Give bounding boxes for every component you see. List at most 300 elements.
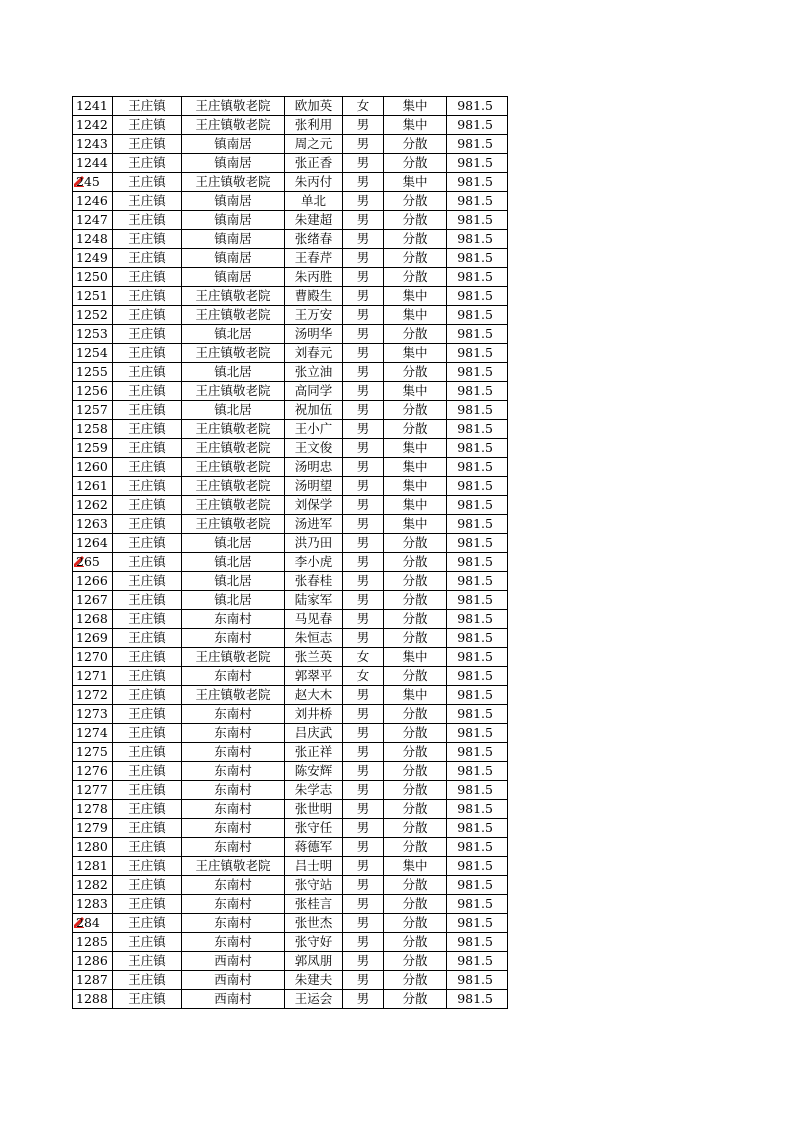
row-id: 1273 [76,706,108,721]
cell-mode: 分散 [384,971,447,990]
table-row [73,363,508,382]
table-row [73,344,508,363]
cell-place: 镇北居 [182,401,285,420]
cell-name: 朱建夫 [285,971,343,990]
cell-town: 王庄镇 [113,97,182,116]
table-row [73,173,508,192]
cell-sex: 男 [343,439,384,458]
cell-name: 陆家军 [285,591,343,610]
cell-sex: 男 [343,287,384,306]
cell-amount: 981.5 [447,895,508,914]
cell-name: 郭翠平 [285,667,343,686]
cell-place: 东南村 [182,800,285,819]
cell-amount: 981.5 [447,705,508,724]
table-row [73,515,508,534]
cell-town: 王庄镇 [113,268,182,287]
cell-town: 王庄镇 [113,667,182,686]
cell-place: 镇北居 [182,553,285,572]
cell-id [73,705,113,724]
cell-id [73,876,113,895]
cell-id [73,667,113,686]
cell-town: 王庄镇 [113,572,182,591]
cell-place: 镇南居 [182,154,285,173]
table-row [73,439,508,458]
cell-town: 王庄镇 [113,534,182,553]
table-row [73,591,508,610]
cell-id [73,800,113,819]
cell-town: 王庄镇 [113,439,182,458]
cell-place: 镇北居 [182,363,285,382]
cell-town: 王庄镇 [113,496,182,515]
cell-name: 汤明望 [285,477,343,496]
cell-sex: 男 [343,572,384,591]
cell-amount: 981.5 [447,591,508,610]
cell-mode: 分散 [384,838,447,857]
cell-town: 王庄镇 [113,363,182,382]
cell-place: 镇南居 [182,135,285,154]
cell-sex: 男 [343,762,384,781]
cell-town: 王庄镇 [113,629,182,648]
table-row [73,933,508,952]
cell-name: 张守站 [285,876,343,895]
cell-id [73,819,113,838]
cell-mode: 集中 [384,173,447,192]
cell-name: 汤进军 [285,515,343,534]
cell-sex: 女 [343,97,384,116]
cell-place: 王庄镇敬老院 [182,420,285,439]
cell-town: 王庄镇 [113,933,182,952]
cell-sex: 男 [343,876,384,895]
cell-id [73,344,113,363]
cell-town: 王庄镇 [113,876,182,895]
cell-sex: 男 [343,173,384,192]
cell-amount: 981.5 [447,363,508,382]
table-row [73,116,508,135]
table-row [73,268,508,287]
cell-id [73,135,113,154]
cell-town: 王庄镇 [113,173,182,192]
row-id: 1274 [76,725,108,740]
cell-mode: 分散 [384,401,447,420]
cell-sex: 男 [343,344,384,363]
cell-town: 王庄镇 [113,192,182,211]
cell-place: 东南村 [182,762,285,781]
cell-name: 张利用 [285,116,343,135]
row-id: 1251 [76,288,108,303]
cell-id [73,857,113,876]
row-id: 1287 [76,972,108,987]
cell-id [73,230,113,249]
cell-amount: 981.5 [447,325,508,344]
cell-mode: 分散 [384,211,447,230]
cell-id [73,762,113,781]
cell-place: 镇北居 [182,572,285,591]
cell-place: 王庄镇敬老院 [182,287,285,306]
cell-place: 王庄镇敬老院 [182,306,285,325]
cell-mode: 分散 [384,591,447,610]
row-id: 1264 [76,535,108,550]
cell-place: 王庄镇敬老院 [182,116,285,135]
table-row [73,990,508,1009]
cell-name: 马见春 [285,610,343,629]
cell-place: 东南村 [182,667,285,686]
cell-name: 张绪春 [285,230,343,249]
cell-town: 王庄镇 [113,781,182,800]
row-id: 1263 [76,516,108,531]
cell-id [73,477,113,496]
cell-place: 王庄镇敬老院 [182,439,285,458]
cell-place: 镇北居 [182,591,285,610]
cell-amount: 981.5 [447,553,508,572]
cell-sex: 男 [343,838,384,857]
cell-town: 王庄镇 [113,743,182,762]
cell-mode: 分散 [384,629,447,648]
cell-id [73,990,113,1009]
cell-amount: 981.5 [447,401,508,420]
cell-sex: 男 [343,629,384,648]
cell-mode: 分散 [384,154,447,173]
cell-name: 张守任 [285,819,343,838]
cell-sex: 男 [343,971,384,990]
cell-town: 王庄镇 [113,230,182,249]
cell-name: 汤明华 [285,325,343,344]
cell-town: 王庄镇 [113,762,182,781]
row-id: 1261 [76,478,108,493]
cell-name: 张正祥 [285,743,343,762]
cell-name: 单北 [285,192,343,211]
cell-id [73,971,113,990]
cell-amount: 981.5 [447,515,508,534]
cell-mode: 集中 [384,515,447,534]
cell-place: 东南村 [182,838,285,857]
cell-mode: 分散 [384,363,447,382]
cell-town: 王庄镇 [113,116,182,135]
cell-name: 刘井桥 [285,705,343,724]
cell-id [73,838,113,857]
cell-mode: 集中 [384,477,447,496]
cell-town: 王庄镇 [113,458,182,477]
cell-amount: 981.5 [447,800,508,819]
cell-amount: 981.5 [447,857,508,876]
cell-id [73,572,113,591]
table-row [73,211,508,230]
cell-mode: 分散 [384,800,447,819]
table-row [73,553,508,572]
cell-mode: 集中 [384,287,447,306]
table-row [73,743,508,762]
cell-id [73,591,113,610]
cell-place: 镇南居 [182,192,285,211]
cell-sex: 男 [343,686,384,705]
table-row [73,249,508,268]
data-table [72,96,508,1009]
cell-sex: 男 [343,952,384,971]
cell-id [73,648,113,667]
cell-place: 东南村 [182,914,285,933]
table-body [73,97,508,1009]
row-id: 1243 [76,136,108,151]
row-id: 1266 [76,573,108,588]
cell-mode: 分散 [384,781,447,800]
row-id: 1250 [76,269,108,284]
cell-id [73,686,113,705]
row-id: 1247 [76,212,108,227]
cell-amount: 981.5 [447,211,508,230]
cell-mode: 集中 [384,344,447,363]
cell-sex: 男 [343,553,384,572]
cell-sex: 男 [343,268,384,287]
cell-town: 王庄镇 [113,990,182,1009]
cell-place: 镇北居 [182,325,285,344]
cell-name: 朱丙付 [285,173,343,192]
cell-amount: 981.5 [447,971,508,990]
cell-town: 王庄镇 [113,287,182,306]
cell-sex: 男 [343,363,384,382]
cell-amount: 981.5 [447,648,508,667]
cell-amount: 981.5 [447,439,508,458]
cell-sex: 男 [343,496,384,515]
cell-amount: 981.5 [447,496,508,515]
cell-amount: 981.5 [447,420,508,439]
row-id: 1255 [76,364,108,379]
cell-mode: 分散 [384,192,447,211]
cell-mode: 分散 [384,572,447,591]
row-id: 1253 [76,326,108,341]
cell-id [73,382,113,401]
cell-town: 王庄镇 [113,648,182,667]
cell-amount: 981.5 [447,116,508,135]
table-row [73,914,508,933]
cell-town: 王庄镇 [113,838,182,857]
cell-sex: 男 [343,401,384,420]
row-id: 1280 [76,839,108,854]
cell-id [73,116,113,135]
cell-place: 王庄镇敬老院 [182,515,285,534]
cell-amount: 981.5 [447,230,508,249]
cell-place: 王庄镇敬老院 [182,344,285,363]
cell-amount: 981.5 [447,173,508,192]
row-id: 1246 [76,193,108,208]
cell-sex: 男 [343,800,384,819]
row-id: 1268 [76,611,108,626]
cell-name: 王万安 [285,306,343,325]
cell-id [73,420,113,439]
cell-place: 东南村 [182,876,285,895]
cell-sex: 男 [343,895,384,914]
cell-amount: 981.5 [447,686,508,705]
cell-place: 东南村 [182,933,285,952]
cell-mode: 分散 [384,743,447,762]
cell-sex: 男 [343,534,384,553]
cell-mode: 分散 [384,420,447,439]
cell-id [73,496,113,515]
cell-amount: 981.5 [447,477,508,496]
cell-town: 王庄镇 [113,477,182,496]
cell-mode: 集中 [384,857,447,876]
cell-place: 王庄镇敬老院 [182,686,285,705]
cell-place: 王庄镇敬老院 [182,648,285,667]
table-row [73,629,508,648]
cell-name: 刘保学 [285,496,343,515]
row-id: 1277 [76,782,108,797]
table-row [73,686,508,705]
cell-place: 东南村 [182,629,285,648]
cell-name: 欧加英 [285,97,343,116]
cell-name: 赵大木 [285,686,343,705]
cell-amount: 981.5 [447,97,508,116]
row-id: 1278 [76,801,108,816]
cell-town: 王庄镇 [113,325,182,344]
cell-place: 东南村 [182,610,285,629]
cell-id [73,439,113,458]
row-id: 1288 [76,991,108,1006]
cell-town: 王庄镇 [113,515,182,534]
cell-name: 王小广 [285,420,343,439]
cell-mode: 集中 [384,97,447,116]
table-row [73,306,508,325]
cell-name: 朱丙胜 [285,268,343,287]
cell-name: 张兰英 [285,648,343,667]
cell-name: 曹殿生 [285,287,343,306]
cell-amount: 981.5 [447,724,508,743]
row-id: 1267 [76,592,108,607]
cell-place: 镇南居 [182,211,285,230]
cell-mode: 分散 [384,325,447,344]
cell-name: 汤明忠 [285,458,343,477]
table-row [73,876,508,895]
cell-mode: 分散 [384,230,447,249]
cell-mode: 分散 [384,667,447,686]
cell-name: 张世杰 [285,914,343,933]
table-row [73,800,508,819]
cell-sex: 男 [343,135,384,154]
cell-id [73,724,113,743]
cell-name: 张立油 [285,363,343,382]
cell-place: 镇南居 [182,249,285,268]
cell-place: 王庄镇敬老院 [182,477,285,496]
cell-town: 王庄镇 [113,971,182,990]
cell-town: 王庄镇 [113,857,182,876]
cell-town: 王庄镇 [113,306,182,325]
cell-sex: 男 [343,515,384,534]
cell-name: 李小虎 [285,553,343,572]
row-id: 1276 [76,763,108,778]
row-id: 1285 [76,934,108,949]
cell-sex: 男 [343,819,384,838]
table-row [73,895,508,914]
table-row [73,97,508,116]
table-row [73,230,508,249]
cell-place: 东南村 [182,781,285,800]
cell-sex: 男 [343,154,384,173]
cell-amount: 981.5 [447,287,508,306]
table-row [73,952,508,971]
cell-id [73,249,113,268]
row-id: 1262 [76,497,108,512]
row-id: 1248 [76,231,108,246]
cell-sex: 男 [343,458,384,477]
cell-name: 张世明 [285,800,343,819]
row-id: 1241 [76,98,108,113]
cell-amount: 981.5 [447,534,508,553]
cell-name: 张桂言 [285,895,343,914]
cell-mode: 分散 [384,895,447,914]
cell-name: 王春芹 [285,249,343,268]
row-id: 245 [76,174,100,189]
table-row [73,857,508,876]
cell-id [73,553,113,572]
cell-town: 王庄镇 [113,553,182,572]
row-id: 1272 [76,687,108,702]
cell-place: 镇南居 [182,268,285,287]
cell-town: 王庄镇 [113,154,182,173]
cell-name: 吕士明 [285,857,343,876]
row-id: 1281 [76,858,108,873]
row-id: 1269 [76,630,108,645]
cell-id [73,610,113,629]
cell-town: 王庄镇 [113,610,182,629]
cell-amount: 981.5 [447,268,508,287]
cell-place: 东南村 [182,819,285,838]
cell-mode: 分散 [384,553,447,572]
cell-amount: 981.5 [447,990,508,1009]
cell-amount: 981.5 [447,249,508,268]
cell-name: 吕庆武 [285,724,343,743]
cell-id [73,268,113,287]
cell-place: 王庄镇敬老院 [182,173,285,192]
table-row [73,135,508,154]
table-row [73,192,508,211]
cell-mode: 分散 [384,876,447,895]
cell-amount: 981.5 [447,762,508,781]
cell-sex: 男 [343,990,384,1009]
cell-town: 王庄镇 [113,705,182,724]
row-id: 1254 [76,345,108,360]
table-row [73,496,508,515]
cell-amount: 981.5 [447,154,508,173]
cell-town: 王庄镇 [113,819,182,838]
cell-mode: 分散 [384,952,447,971]
table-row [73,667,508,686]
cell-sex: 男 [343,914,384,933]
cell-id [73,458,113,477]
row-id: 1270 [76,649,108,664]
cell-mode: 分散 [384,762,447,781]
cell-sex: 男 [343,705,384,724]
cell-name: 张正香 [285,154,343,173]
cell-name: 周之元 [285,135,343,154]
cell-mode: 分散 [384,268,447,287]
cell-mode: 分散 [384,610,447,629]
table-row [73,420,508,439]
cell-amount: 981.5 [447,629,508,648]
cell-id [73,97,113,116]
cell-name: 王运会 [285,990,343,1009]
cell-mode: 集中 [384,496,447,515]
cell-amount: 981.5 [447,382,508,401]
table-row [73,154,508,173]
cell-amount: 981.5 [447,667,508,686]
row-id: 284 [76,915,100,930]
cell-sex: 男 [343,230,384,249]
cell-place: 王庄镇敬老院 [182,97,285,116]
cell-sex: 女 [343,667,384,686]
cell-mode: 集中 [384,648,447,667]
cell-amount: 981.5 [447,135,508,154]
cell-name: 王文俊 [285,439,343,458]
row-id: 1249 [76,250,108,265]
table-row [73,325,508,344]
